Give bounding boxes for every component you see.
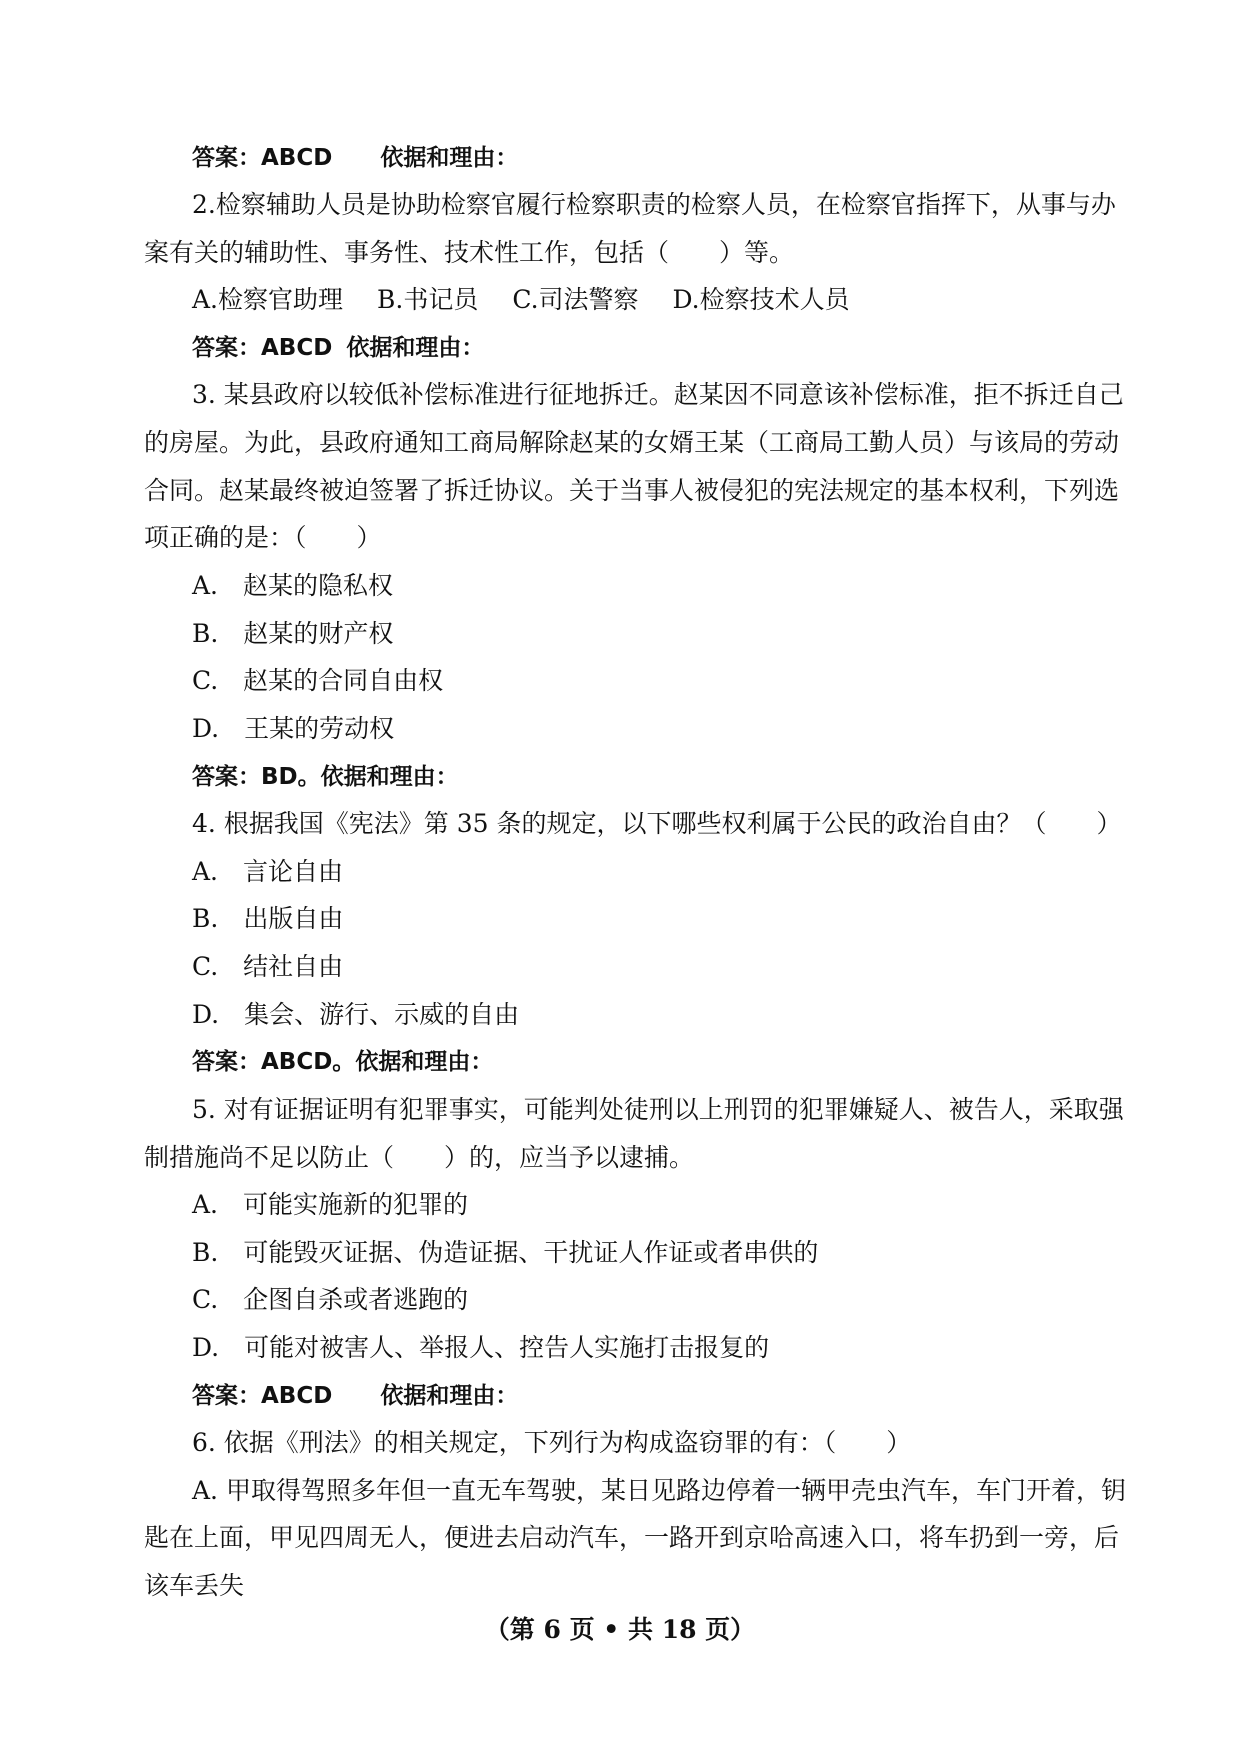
question-6-option-a-line-2: 匙在上面，甲见四周无人，便进去启动汽车，一路开到京哈高速入口，将车扔到一旁，后 bbox=[144, 1523, 1120, 1552]
option-d: D.检察技术人员 bbox=[672, 285, 850, 314]
question-4-option-c: C. 结社自由 bbox=[192, 952, 344, 981]
answer-label: 答案：ABCD bbox=[192, 335, 333, 361]
question-3-stem-line-3: 合同。赵某最终被迫签署了拆迁协议。关于当事人被侵犯的宪法规定的基本权利，下列选 bbox=[144, 476, 1120, 505]
question-5-stem-line-1: 5. 对有证据证明有犯罪事实，可能判处徒刑以上刑罚的犯罪嫌疑人、被告人，采取强 bbox=[192, 1095, 1124, 1124]
question-3-stem-line-2: 的房屋。为此，县政府通知工商局解除赵某的女婿王某（工商局工勤人员）与该局的劳动 bbox=[144, 428, 1120, 457]
reason-label: 依据和理由： bbox=[380, 1383, 519, 1409]
question-5-option-a: A. 可能实施新的犯罪的 bbox=[192, 1190, 469, 1219]
question-6-option-a-line-1: A. 甲取得驾照多年但一直无车驾驶，某日见路边停着一辆甲壳虫汽车，车门开着，钥 bbox=[192, 1476, 1126, 1505]
answer-line-q3 bbox=[192, 760, 459, 794]
answer-line-q1 bbox=[192, 141, 518, 175]
question-5-option-c: C. 企图自杀或者逃跑的 bbox=[192, 1285, 469, 1314]
question-2-stem-line-2: 案有关的辅助性、事务性、技术性工作，包括（ ）等。 bbox=[144, 238, 795, 267]
reason-label: 依据和理由： bbox=[355, 1049, 494, 1075]
question-5-option-b: B. 可能毁灭证据、伪造证据、干扰证人作证或者串供的 bbox=[192, 1238, 819, 1267]
question-6-option-a-line-3: 该车丢失 bbox=[144, 1571, 245, 1600]
option-b: B.书记员 bbox=[377, 285, 479, 314]
question-3-stem-line-1: 3. 某县政府以较低补偿标准进行征地拆迁。赵某因不同意该补偿标准，拒不拆迁自己 bbox=[192, 380, 1124, 409]
question-3-option-c: C. 赵某的合同自由权 bbox=[192, 666, 444, 695]
question-5-option-d: D. 可能对被害人、举报人、控告人实施打击报复的 bbox=[192, 1333, 770, 1362]
question-4-option-b: B. 出版自由 bbox=[192, 904, 344, 933]
question-4-option-a: A. 言论自由 bbox=[192, 857, 344, 886]
reason-label: 依据和理由： bbox=[346, 335, 485, 361]
question-4-stem: 4. 根据我国《宪法》第 35 条的规定，以下哪些权利属于公民的政治自由？（ ） bbox=[192, 809, 1122, 838]
question-3-option-b: B. 赵某的财产权 bbox=[192, 619, 394, 648]
reason-label: 依据和理由： bbox=[320, 764, 459, 790]
question-3-stem-line-4: 项正确的是：（ ） bbox=[144, 523, 382, 552]
option-a: A.检察官助理 bbox=[192, 285, 344, 314]
question-5-stem-line-2: 制措施尚不足以防止（ ）的，应当予以逮捕。 bbox=[144, 1143, 695, 1172]
page-number-footer: （第 6 页 • 共 18 页） bbox=[484, 1615, 756, 1644]
answer-label: 答案：ABCD bbox=[192, 1383, 333, 1409]
option-c: C.司法警察 bbox=[512, 285, 639, 314]
answer-label: 答案：ABCD。 bbox=[192, 1049, 356, 1075]
answer-label: 答案：BD。 bbox=[192, 764, 321, 790]
question-6-stem: 6. 依据《刑法》的相关规定，下列行为构成盗窃罪的有：（ ） bbox=[192, 1428, 912, 1457]
answer-line-q4 bbox=[192, 1045, 493, 1079]
answer-line-q5 bbox=[192, 1379, 518, 1413]
question-3-option-d: D. 王某的劳动权 bbox=[192, 714, 395, 743]
question-2-options bbox=[192, 283, 884, 317]
question-3-option-a: A. 赵某的隐私权 bbox=[192, 571, 394, 600]
answer-label: 答案：ABCD bbox=[192, 145, 333, 171]
question-4-option-d: D. 集会、游行、示威的自由 bbox=[192, 1000, 520, 1029]
reason-label: 依据和理由： bbox=[380, 145, 519, 171]
question-2-stem-line-1: 2.检察辅助人员是协助检察官履行检察职责的检察人员，在检察官指挥下，从事与办 bbox=[192, 190, 1116, 219]
answer-line-q2 bbox=[192, 331, 484, 365]
